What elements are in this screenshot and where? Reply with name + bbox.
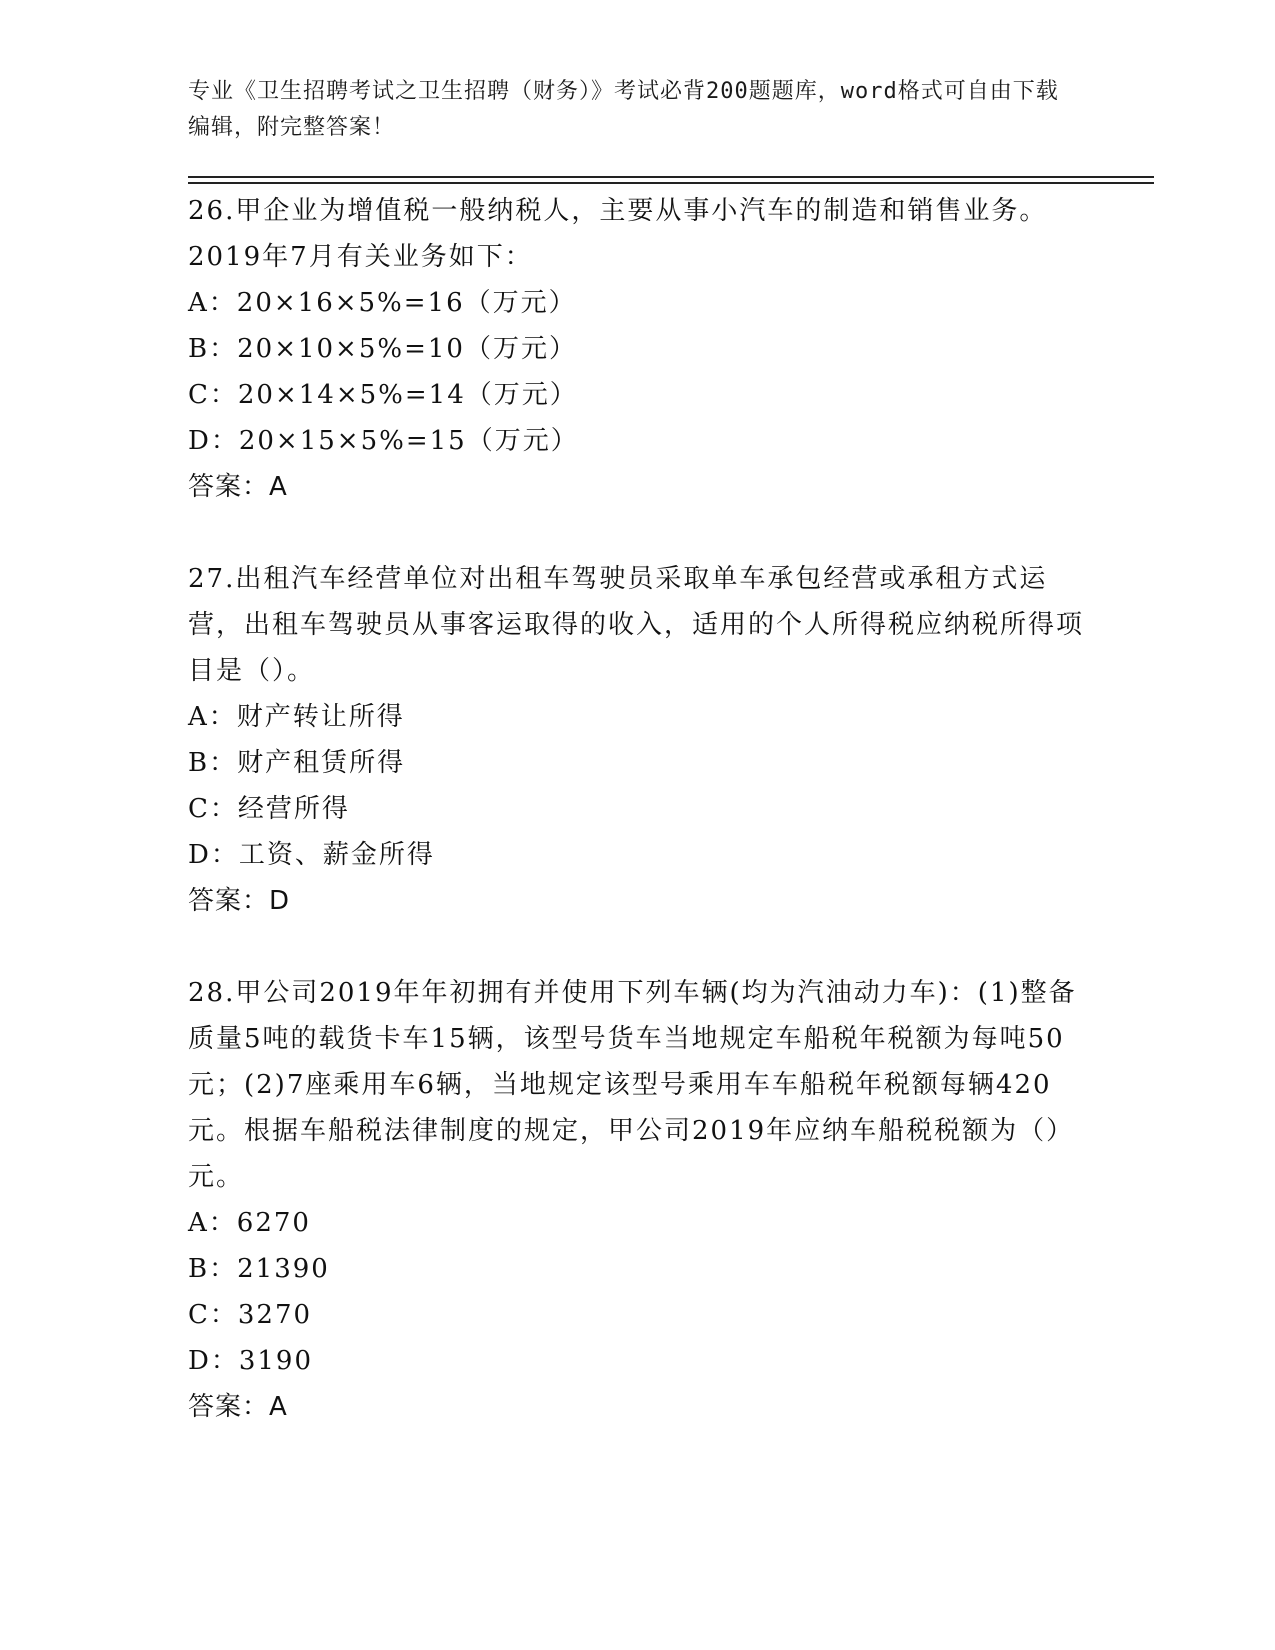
option-a: A：20×16×5%=16（万元）	[188, 288, 577, 318]
question-list	[188, 188, 1088, 1476]
answer-label: 答案：D	[188, 886, 291, 916]
option-c: C：经营所得	[188, 794, 350, 824]
header-divider-top	[188, 176, 1154, 178]
question-stem: 26.甲企业为增值税一般纳税人，主要从事小汽车的制造和销售业务。2019年7月有关业务如下：	[188, 196, 1048, 272]
option-d: D：工资、薪金所得	[188, 840, 435, 870]
header-divider-bottom	[188, 182, 1154, 184]
option-c: C：3270	[188, 1300, 313, 1330]
option-a: A：6270	[188, 1208, 311, 1238]
question-28	[188, 970, 1088, 1430]
option-c: C：20×14×5%=14（万元）	[188, 380, 578, 410]
question-stem: 27.出租汽车经营单位对出租车驾驶员采取单车承包经营或承租方式运营，出租车驾驶员从事客运取得的收入，适用的个人所得税应纳税所得项目是（）。	[188, 564, 1085, 686]
question-stem: 28.甲公司2019年年初拥有并使用下列车辆(均为汽油动力车)：(1)整备质量5吨的载货卡车15辆，该型号货车当地规定车船税年税额为每吨50元；(2)7座乘用车6辆，当地规定该型号乘用车车船税年税额每辆420元。根据车船税法律制度的规定，甲公司2019年应纳车船税税额为（）元。	[188, 978, 1077, 1192]
option-d: D：3190	[188, 1346, 314, 1376]
option-d: D：20×15×5%=15（万元）	[188, 426, 579, 456]
question-27	[188, 556, 1088, 924]
option-b: B：20×10×5%=10（万元）	[188, 334, 577, 364]
option-a: A：财产转让所得	[188, 702, 405, 732]
question-26	[188, 188, 1088, 510]
answer-label: 答案：A	[188, 1392, 288, 1422]
answer-label: 答案：A	[188, 472, 288, 502]
option-b: B：财产租赁所得	[188, 748, 406, 778]
option-b: B：21390	[188, 1254, 330, 1284]
document-header: 专业《卫生招聘考试之卫生招聘（财务）》考试必背200题题库，word格式可自由下载编辑，附完整答案！	[188, 79, 1059, 140]
